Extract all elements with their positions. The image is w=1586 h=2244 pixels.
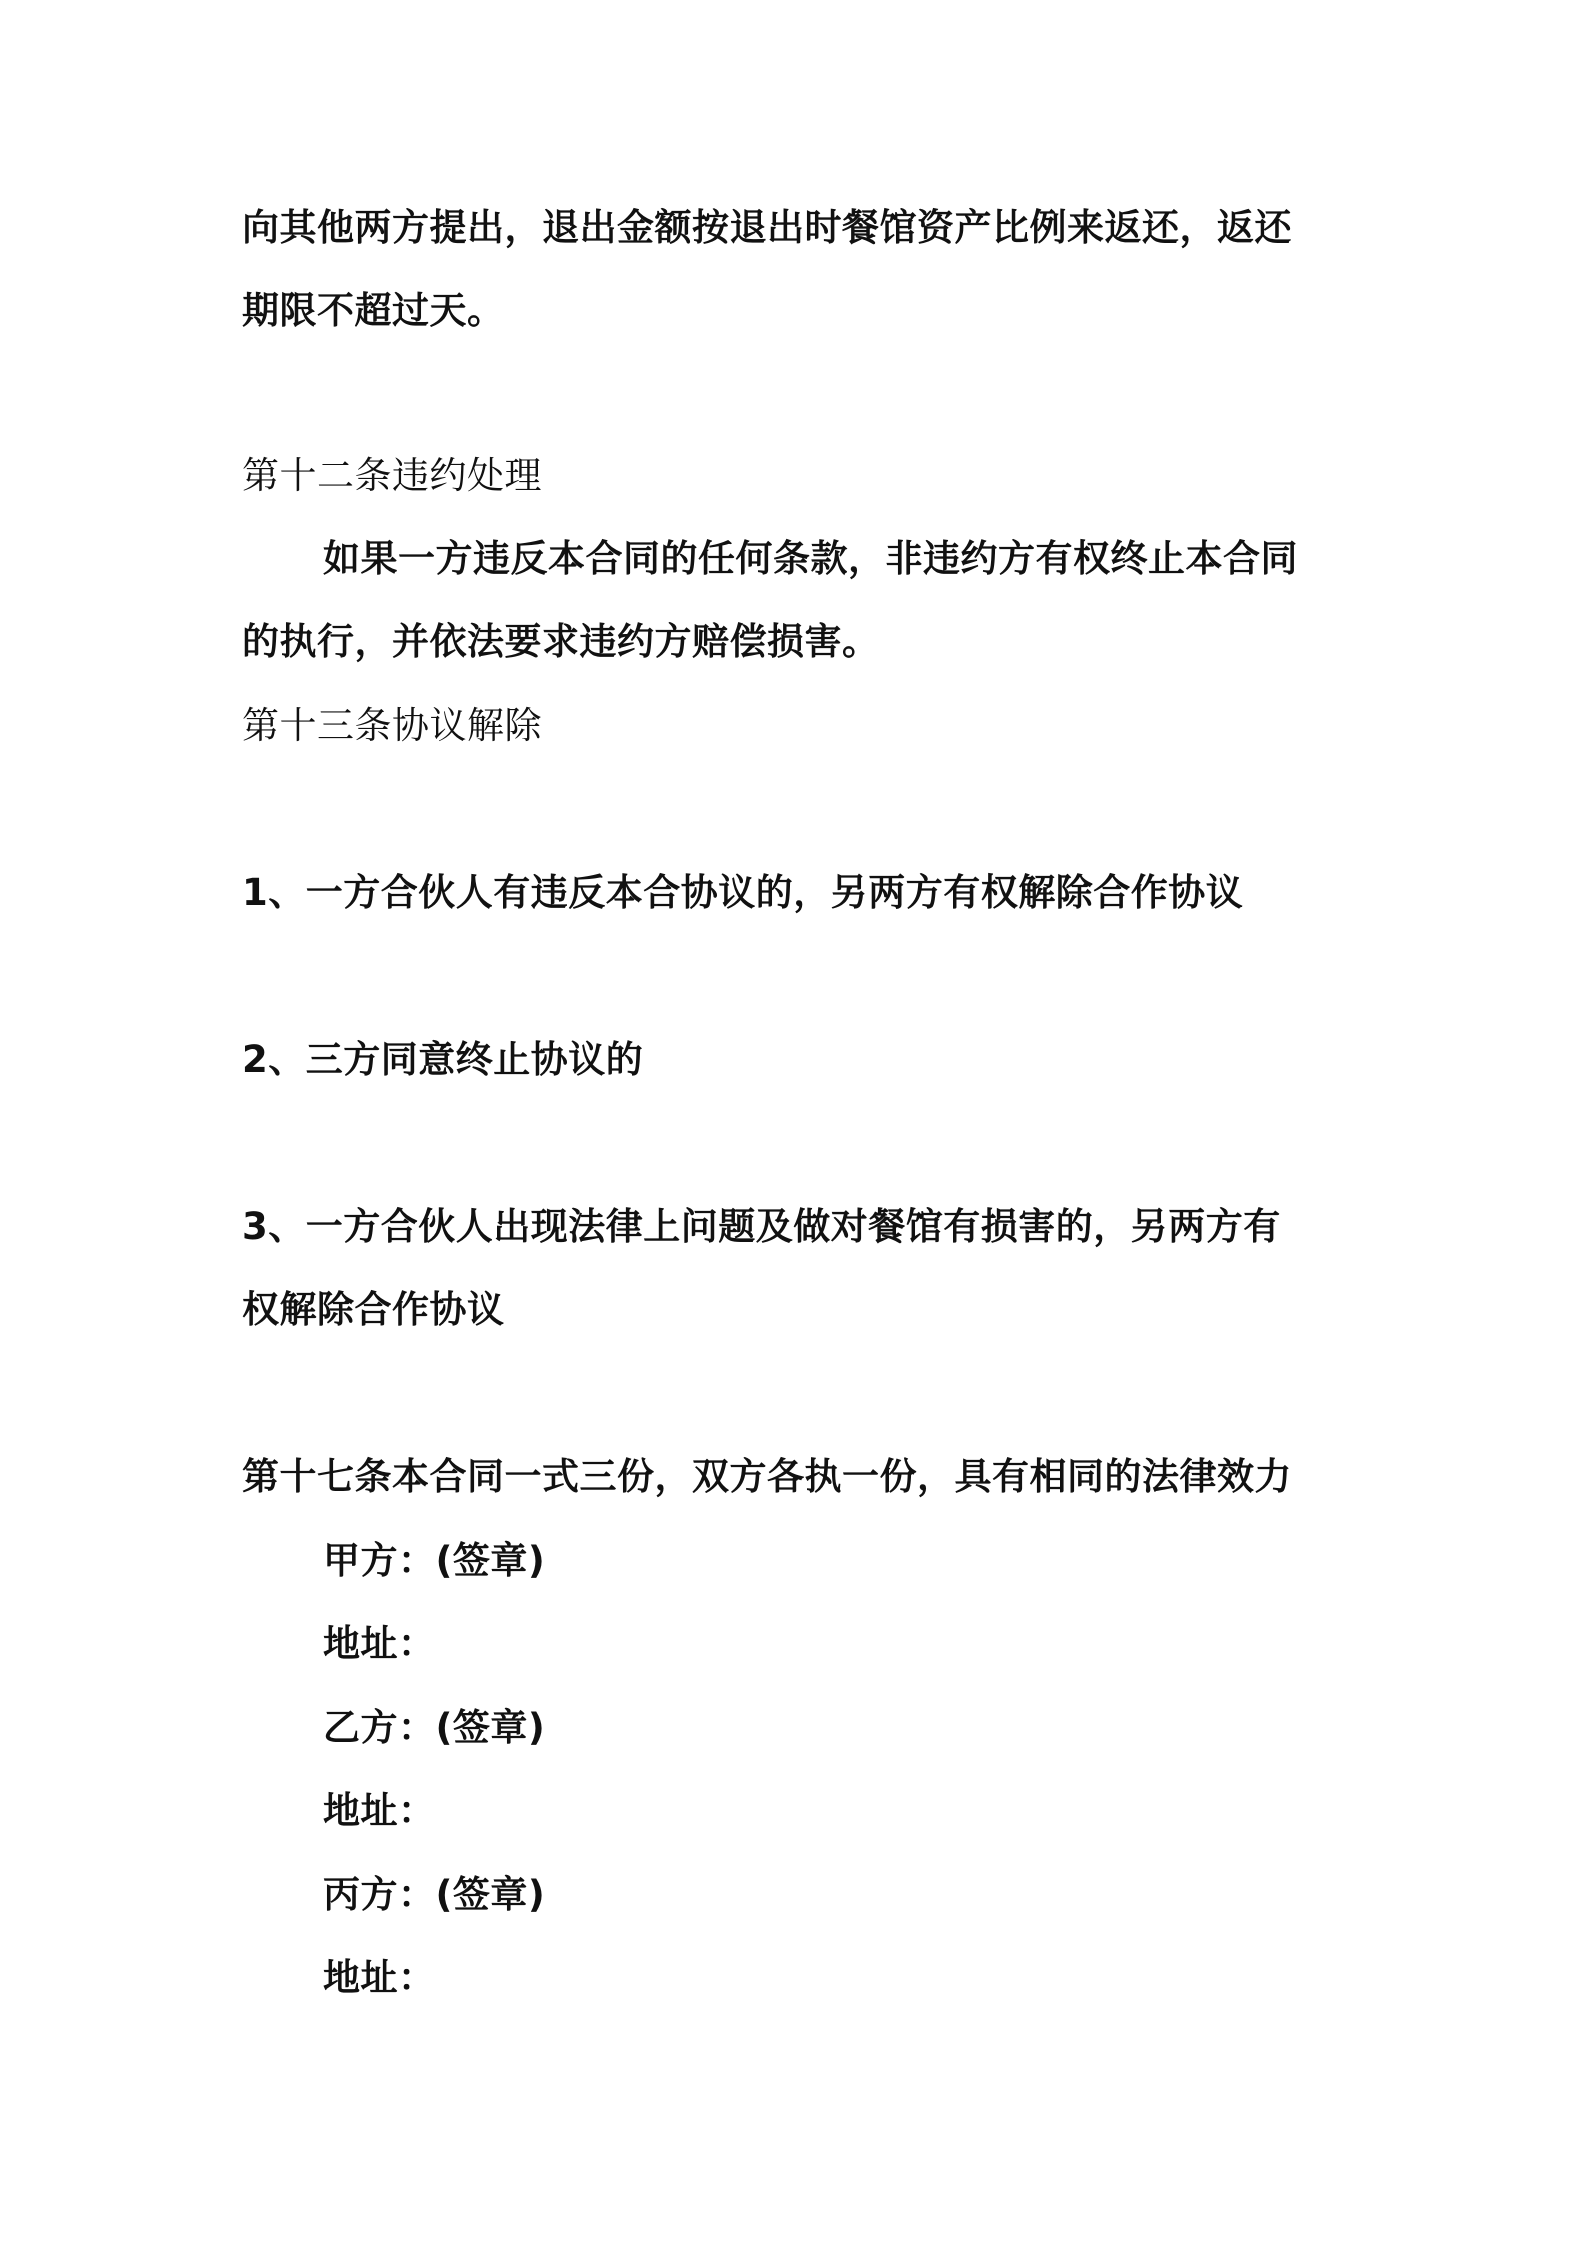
party-c-address: 地址：: [323, 1956, 436, 1999]
party-b-signature: 乙方：(签章): [323, 1706, 546, 1749]
clause11-line1: 向其他两方提出，退出金额按退出时餐馆资产比例来返还，返还: [242, 206, 1292, 249]
clause12-heading: 第十二条违约处理: [242, 454, 542, 497]
clause13-item3-line1: 3、一方合伙人出现法律上问题及做对餐馆有损害的，另两方有: [242, 1205, 1281, 1248]
clause11-line2: 期限不超过天。: [242, 289, 505, 332]
party-c-signature: 丙方：(签章): [323, 1873, 546, 1916]
party-b-address: 地址：: [323, 1789, 436, 1832]
clause13-item3-line2: 权解除合作协议: [242, 1288, 505, 1331]
clause12-body-line2: 的执行，并依法要求违约方赔偿损害。: [242, 620, 880, 663]
clause13-item2: 2、三方同意终止协议的: [242, 1038, 644, 1081]
clause17-text: 第十七条本合同一式三份，双方各执一份，具有相同的法律效力: [242, 1455, 1292, 1498]
clause12-body-line1: 如果一方违反本合同的任何条款，非违约方有权终止本合同: [323, 537, 1298, 580]
party-a-address: 地址：: [323, 1622, 436, 1665]
clause13-item1: 1、一方合伙人有违反本合协议的，另两方有权解除合作协议: [242, 871, 1244, 914]
party-a-signature: 甲方：(签章): [323, 1539, 546, 1582]
clause13-heading: 第十三条协议解除: [242, 704, 542, 747]
